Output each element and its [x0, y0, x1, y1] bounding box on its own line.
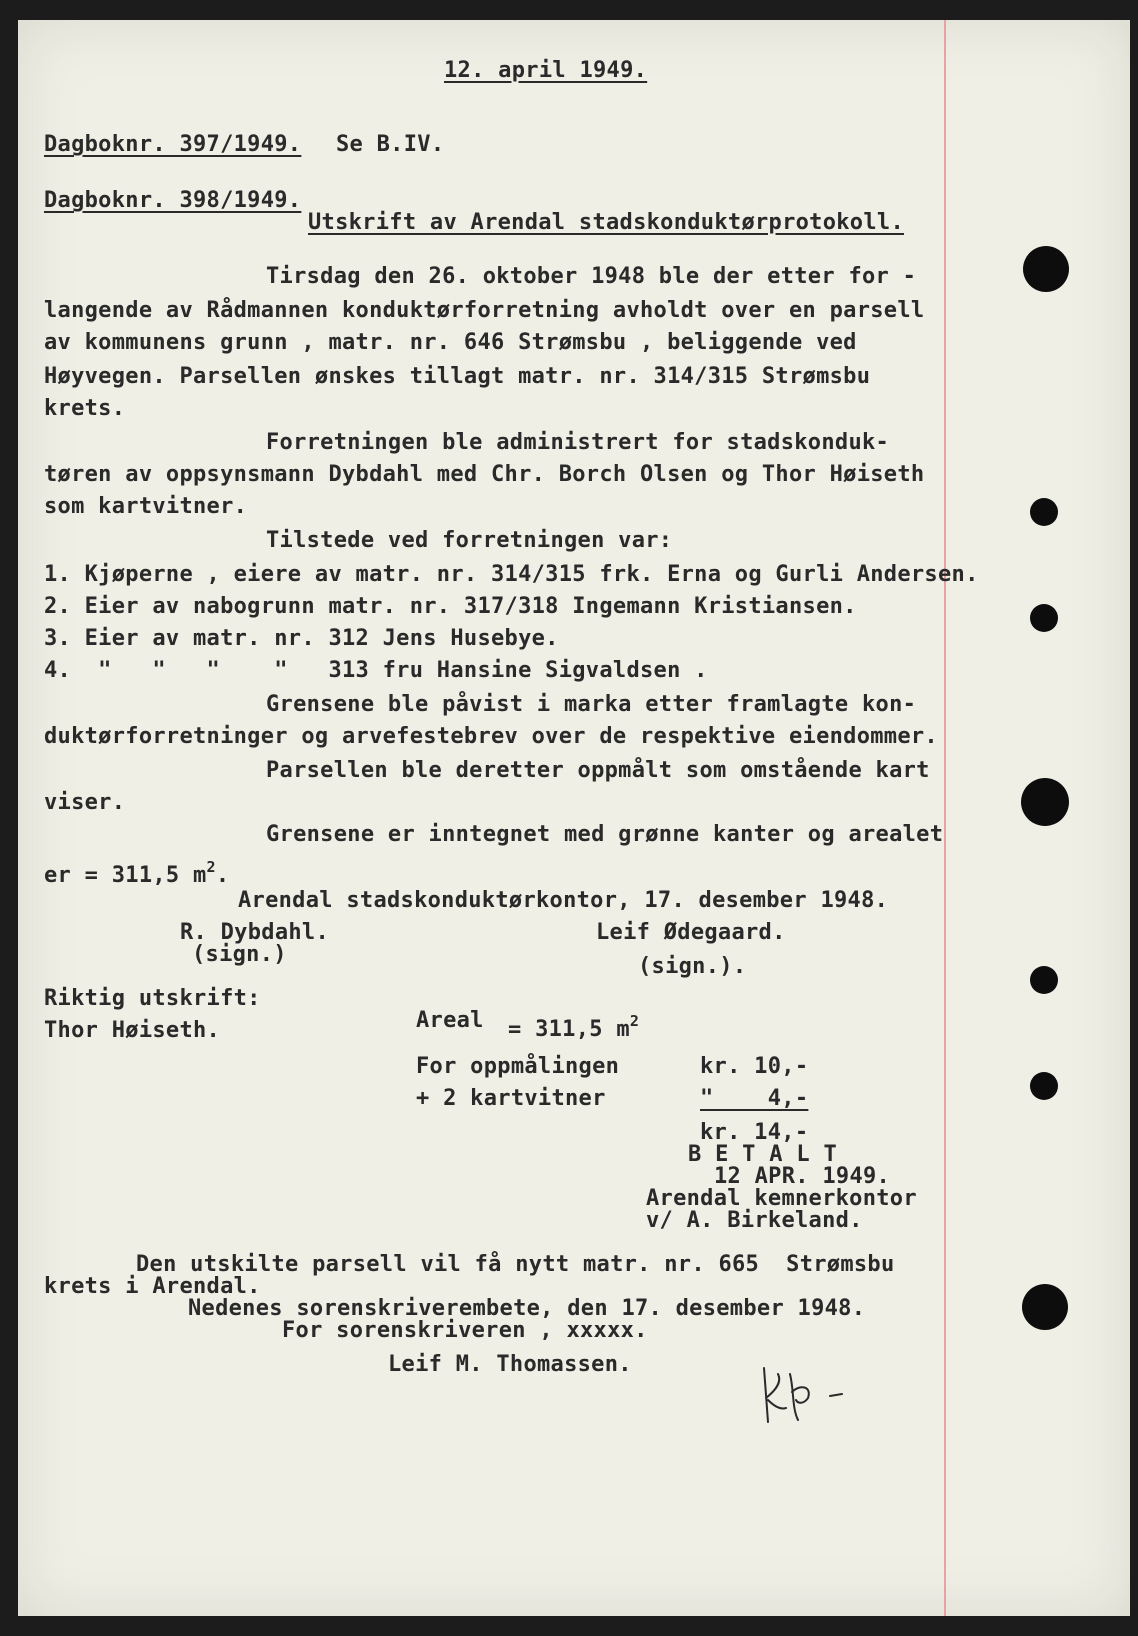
- present-item: 3. Eier av matr. nr. 312 Jens Husebye.: [44, 626, 559, 651]
- paragraph-2-line: Forretningen ble administrert for stadskonduk-: [266, 430, 890, 455]
- signer-left-name: R. Dybdahl.: [180, 920, 329, 945]
- paragraph-1-line: av kommunens grunn , matr. nr. 646 Strømsbu , beliggende ved: [44, 330, 857, 355]
- present-heading: Tilstede ved forretningen var:: [266, 528, 673, 553]
- closing-line: Den utskilte parsell vil få nytt matr. nr. 665 Strømsbu: [136, 1252, 895, 1277]
- punch-hole: [1030, 604, 1058, 632]
- paragraph-1-line: Høyvegen. Parsellen ønskes tillagt matr. nr. 314/315 Strømsbu: [44, 364, 871, 389]
- entry-title: Utskrift av Arendal stadskonduktørprotokoll.: [308, 210, 904, 235]
- area-statement-end: .: [215, 863, 230, 888]
- fee-label: For oppmålingen: [416, 1054, 620, 1079]
- paragraph-3-line: Grensene ble påvist i marka etter framlagte kon-: [266, 692, 917, 717]
- paid-office: Arendal kemnerkontor: [646, 1186, 917, 1211]
- paragraph-5-line: Grensene er inntegnet med grønne kanter og arealet: [266, 822, 944, 847]
- punch-hole: [1021, 778, 1069, 826]
- fee-amount: kr. 10,-: [700, 1054, 809, 1079]
- paragraph-1-line: langende av Rådmannen konduktørforretning avholdt over en parsell: [44, 298, 925, 323]
- present-item: 1. Kjøperne , eiere av matr. nr. 314/315 frk. Erna og Gurli Andersen.: [44, 562, 979, 587]
- entry-reference: Se B.IV.: [336, 132, 445, 157]
- paid-date: 12 APR. 1949.: [714, 1164, 891, 1189]
- paragraph-1-line: krets.: [44, 396, 126, 421]
- paragraph-2-line: som kartvitner.: [44, 494, 248, 519]
- punch-hole: [1022, 1284, 1068, 1330]
- area-value-text: = 311,5 m: [508, 1017, 630, 1042]
- present-item: 4. " " " " 313 fru Hansine Sigvaldsen .: [44, 658, 708, 683]
- handwritten-initials: [752, 1360, 872, 1430]
- present-item: 2. Eier av nabogrunn matr. nr. 317/318 Ingemann Kristiansen.: [44, 594, 857, 619]
- entry-number-398: Dagboknr. 398/1949.: [44, 188, 302, 213]
- clerk-name: Leif M. Thomassen.: [388, 1352, 632, 1377]
- certified-label: Riktig utskrift:: [44, 986, 261, 1011]
- area-value-superscript: 2: [629, 1012, 640, 1030]
- punch-hole: [1023, 246, 1069, 292]
- document-date: 12. april 1949.: [444, 58, 648, 83]
- closing-line: krets i Arendal.: [44, 1274, 261, 1299]
- area-statement-text: er = 311,5 m: [44, 863, 207, 888]
- signer-right-name: Leif Ødegaard.: [596, 920, 786, 945]
- punch-hole: [1030, 966, 1058, 994]
- entry-number-397: Dagboknr. 397/1949.: [44, 132, 302, 157]
- area-statement: [44, 854, 229, 889]
- paragraph-2-line: tøren av oppsynsmann Dybdahl med Chr. Borch Olsen og Thor Høiseth: [44, 462, 925, 487]
- paid-stamp: B E T A L T: [688, 1142, 837, 1167]
- punch-hole: [1030, 498, 1058, 526]
- paragraph-3-line: duktørforretninger og arvefestebrev over de respektive eiendommer.: [44, 724, 938, 749]
- area-value: [508, 1008, 639, 1043]
- fee-label: + 2 kartvitner: [416, 1086, 606, 1111]
- paragraph-1-line: Tirsdag den 26. oktober 1948 ble der etter for -: [266, 264, 917, 289]
- area-unit-superscript: 2: [206, 858, 216, 876]
- paragraph-4-line: viser.: [44, 790, 126, 815]
- red-margin-line: [944, 20, 946, 1616]
- paid-by: v/ A. Birkeland.: [646, 1208, 863, 1233]
- office-line: Arendal stadskonduktørkontor, 17. desember 1948.: [238, 888, 889, 913]
- court-line: Nedenes sorenskriverembete, den 17. desember 1948.: [188, 1296, 866, 1321]
- fee-total: kr. 14,-: [700, 1120, 809, 1145]
- paragraph-4-line: Parsellen ble deretter oppmålt som omstående kart: [266, 758, 930, 783]
- signer-right-sign: (sign.).: [638, 954, 747, 979]
- signer-left-sign: (sign.): [192, 942, 287, 967]
- punch-hole: [1030, 1072, 1058, 1100]
- area-label: Areal: [416, 1008, 484, 1033]
- document-page: [18, 20, 1130, 1616]
- certified-name: Thor Høiseth.: [44, 1018, 221, 1043]
- fee-amount: " 4,-: [700, 1086, 809, 1111]
- for-judge-line: For sorenskriveren , xxxxx.: [282, 1318, 648, 1343]
